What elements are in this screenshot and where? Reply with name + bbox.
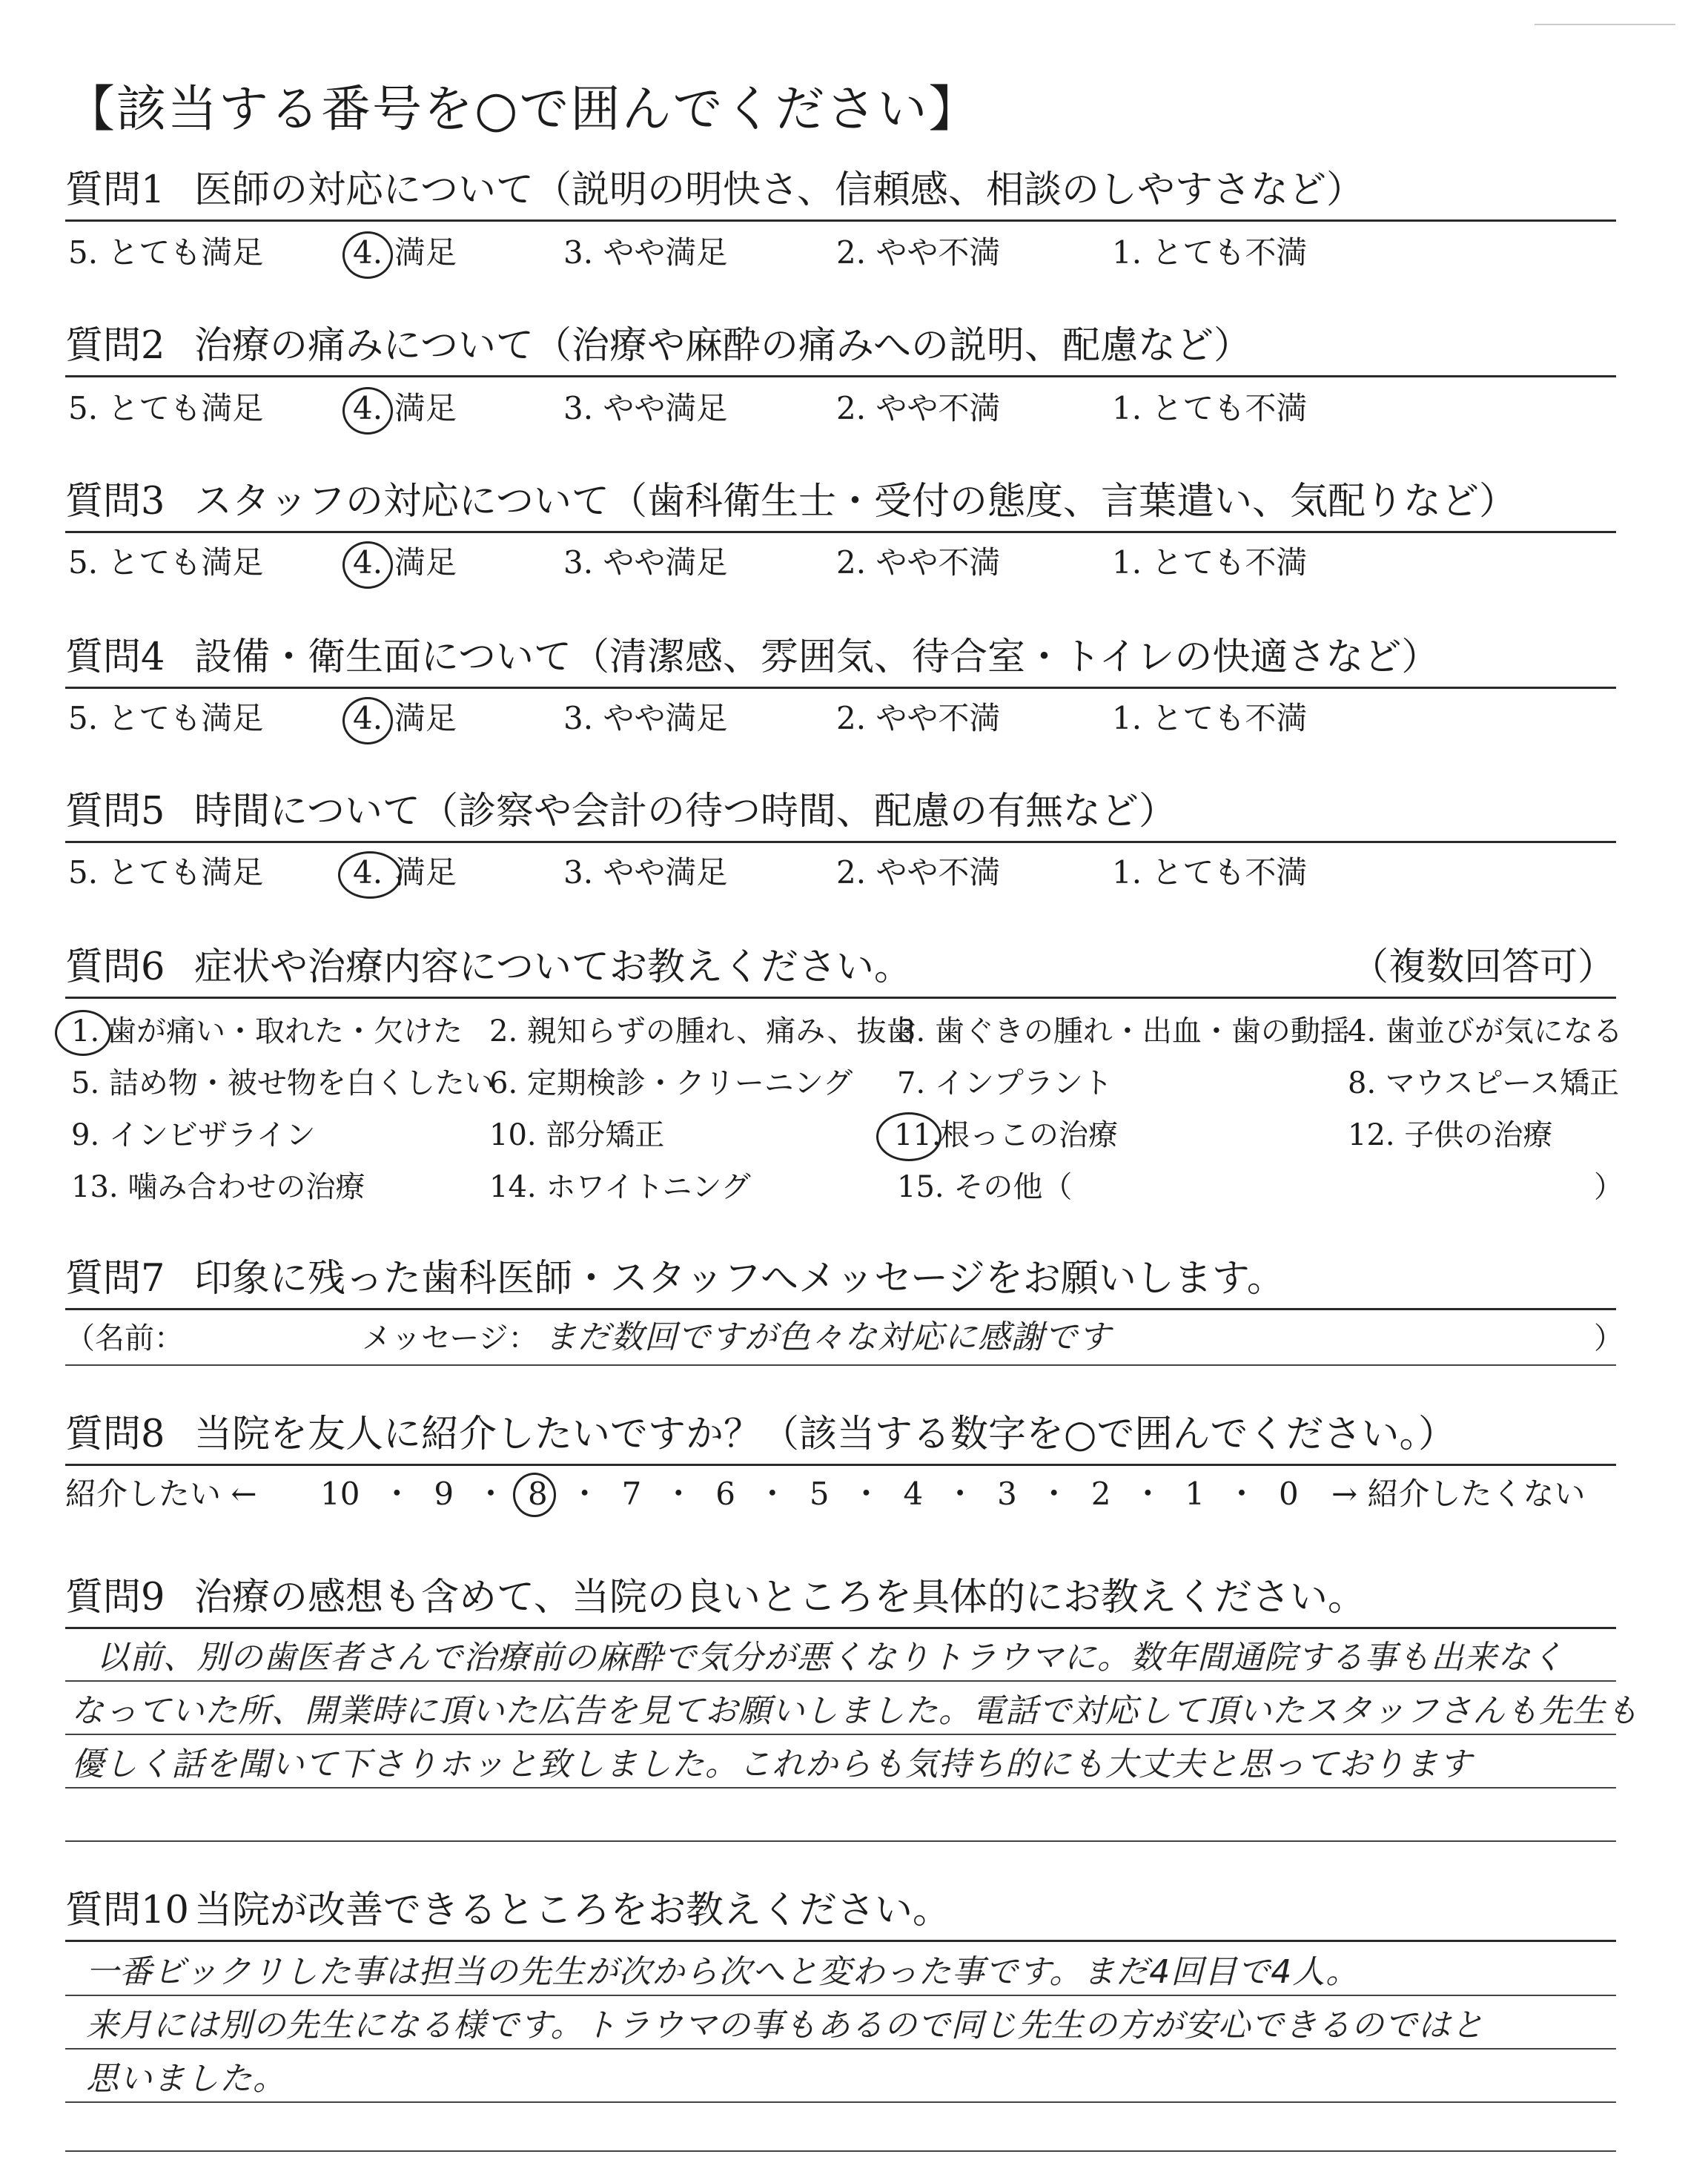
- q5-selected-circle: [338, 851, 402, 899]
- q8-scale-dot: ・: [475, 1476, 507, 1512]
- q10-answer-line-3[interactable]: 思いました。: [86, 2060, 286, 2098]
- q4-option-5[interactable]: 5. とても満足: [68, 700, 264, 736]
- q6-item-8[interactable]: 8. マウスピース矯正: [1348, 1066, 1620, 1100]
- question-7-rule: [65, 1308, 1616, 1310]
- q3-option-3[interactable]: 3. やや満足: [563, 544, 728, 581]
- q6-item-3[interactable]: 3. 歯ぐきの腫れ・出血・歯の動揺: [897, 1014, 1350, 1048]
- q8-right-label: → 紹介したくない: [1331, 1476, 1586, 1512]
- q10-answer-line-1[interactable]: 一番ビックリした事は担当の先生が次から次へと変わった事です。まだ4回目で4人。: [86, 1953, 1360, 1991]
- question-8-text: 当院を友人に紹介したいですか？（該当する数字を○で囲んでください。）: [194, 1413, 1457, 1456]
- question-3-text: スタッフの対応について（歯科衛生士・受付の態度、言葉遣い、気配りなど）: [194, 480, 1517, 524]
- q10-answer-rule-4: [65, 2150, 1616, 2152]
- q4-option-2[interactable]: 2. やや不満: [836, 700, 1001, 736]
- question-8-rule: [65, 1464, 1616, 1466]
- q8-scale-dot: ・: [381, 1476, 413, 1512]
- question-10-label: 質問10: [65, 1889, 189, 1932]
- question-1: [65, 168, 1622, 214]
- q8-scale-10[interactable]: 10: [320, 1476, 360, 1512]
- q1-option-4-number[interactable]: 4.: [353, 234, 383, 271]
- q3-option-2[interactable]: 2. やや不満: [836, 544, 1001, 581]
- question-5: [65, 789, 1622, 835]
- q8-scale: [320, 1476, 1299, 1513]
- scan-edge-line: [1535, 24, 1675, 25]
- q2-option-4-label[interactable]: 満足: [394, 390, 457, 426]
- q8-scale-9[interactable]: 9: [434, 1476, 454, 1512]
- q4-option-1[interactable]: 1. とても不満: [1112, 700, 1308, 736]
- question-5-text: 時間について（診察や会計の待つ時間、配慮の有無など）: [194, 790, 1176, 833]
- q10-answer-rule-2: [65, 2048, 1616, 2050]
- q10-answer-rule-1: [65, 1995, 1616, 1996]
- q9-answer-line-3[interactable]: 優しく話を聞いて下さりホッと致しました。これからも気持ち的にも大丈夫と思っております: [71, 1745, 1472, 1783]
- q1-option-4-label[interactable]: 満足: [394, 234, 457, 271]
- q8-scale-4[interactable]: 4: [903, 1476, 924, 1512]
- q8-left-label: 紹介したい ←: [65, 1476, 257, 1512]
- question-10: [65, 1888, 1622, 1934]
- q1-option-2[interactable]: 2. やや不満: [836, 234, 1001, 271]
- question-7-text: 印象に残った歯科医師・スタッフへメッセージをお願いします。: [194, 1257, 1285, 1301]
- question-6-text: 症状や治療内容についてお教えください。: [194, 945, 912, 989]
- q8-scale-1[interactable]: 1: [1185, 1476, 1205, 1512]
- question-6-note: （複数回答可）: [1351, 945, 1616, 989]
- q7-answer-rule: [65, 1364, 1616, 1366]
- question-10-rule: [65, 1940, 1616, 1942]
- question-6-label: 質問6: [65, 945, 165, 989]
- q6-item-11-label[interactable]: 根っこの治療: [940, 1118, 1118, 1152]
- q5-option-4-number[interactable]: 4.: [353, 854, 383, 891]
- q8-scale-dot: ・: [756, 1476, 788, 1512]
- q2-option-4-number[interactable]: 4.: [353, 390, 383, 426]
- question-4: [65, 635, 1622, 681]
- q8-selected-circle: [513, 1473, 556, 1517]
- question-7: [65, 1256, 1622, 1302]
- question-2-text: 治療の痛みについて（治療や麻酔の痛みへの説明、配慮など）: [194, 324, 1251, 368]
- q9-answer-rule-1: [65, 1680, 1616, 1682]
- q8-scale-3[interactable]: 3: [997, 1476, 1017, 1512]
- question-1-text: 医師の対応について（説明の明快さ、信頼感、相談のしやすさなど）: [194, 168, 1364, 212]
- q8-scale-0[interactable]: 0: [1278, 1476, 1299, 1512]
- question-3: [65, 479, 1622, 525]
- q4-option-3[interactable]: 3. やや満足: [563, 700, 728, 736]
- q3-option-1[interactable]: 1. とても不満: [1112, 544, 1308, 581]
- q6-item-14[interactable]: 14. ホワイトニング: [489, 1170, 751, 1204]
- q6-item-1-label[interactable]: 歯が痛い・取れた・欠けた: [107, 1014, 463, 1048]
- question-1-label: 質問1: [65, 168, 165, 212]
- q1-option-3[interactable]: 3. やや満足: [563, 234, 728, 271]
- q5-option-1[interactable]: 1. とても不満: [1112, 854, 1308, 891]
- q6-item-7[interactable]: 7. インプラント: [897, 1066, 1113, 1100]
- q7-message-handwritten[interactable]: まだ数回ですが色々な対応に感謝です: [544, 1318, 1111, 1356]
- q4-option-4-label[interactable]: 満足: [394, 700, 457, 736]
- q6-item-6[interactable]: 6. 定期検診・クリーニング: [489, 1066, 853, 1100]
- q1-selected-circle: [342, 231, 393, 279]
- q2-option-5[interactable]: 5. とても満足: [68, 390, 264, 426]
- q6-item-2[interactable]: 2. 親知らずの腫れ、痛み、抜歯: [489, 1014, 916, 1048]
- question-4-label: 質問4: [65, 635, 165, 679]
- question-4-text: 設備・衛生面について（清潔感、雰囲気、待合室・トイレの快適さなど）: [194, 635, 1440, 679]
- q8-scale-dot: ・: [1132, 1476, 1164, 1512]
- question-8: [65, 1412, 1622, 1458]
- question-9-rule: [65, 1627, 1616, 1629]
- q10-answer-line-2[interactable]: 来月には別の先生になる様です。トラウマの事もあるので同じ先生の方が安心できるのではと: [86, 2007, 1485, 2044]
- q3-selected-circle: [342, 541, 393, 589]
- q6-item-1-number[interactable]: 1.: [71, 1014, 100, 1048]
- q8-scale-2[interactable]: 2: [1090, 1476, 1111, 1512]
- q9-answer-rule-2: [65, 1734, 1616, 1735]
- q5-option-5[interactable]: 5. とても満足: [68, 854, 264, 891]
- q6-item-15-close: ）: [1594, 1170, 1623, 1204]
- question-8-label: 質問8: [65, 1413, 165, 1456]
- q7-close: ）: [1594, 1321, 1623, 1355]
- q4-selected-circle: [342, 697, 393, 744]
- q8-scale-dot: ・: [850, 1476, 882, 1512]
- question-10-text: 当院が改善できるところをお教えください。: [194, 1889, 951, 1932]
- question-9-text: 治療の感想も含めて、当院の良いところを具体的にお教えください。: [194, 1576, 1366, 1619]
- question-9-label: 質問9: [65, 1576, 165, 1619]
- q8-scale-8[interactable]: 8: [527, 1476, 548, 1512]
- q7-message-label: メッセージ：: [362, 1321, 538, 1355]
- q8-scale-dot: ・: [1038, 1476, 1070, 1512]
- q5-option-4-label[interactable]: 満足: [394, 854, 457, 891]
- q1-option-5[interactable]: 5. とても満足: [68, 234, 264, 271]
- question-3-rule: [65, 531, 1616, 533]
- question-7-label: 質問7: [65, 1257, 165, 1301]
- question-5-label: 質問5: [65, 790, 165, 833]
- question-2-rule: [65, 375, 1616, 377]
- q9-answer-line-1[interactable]: 以前、別の歯医者さんで治療前の麻酔で気分が悪くなりトラウマに。数年間通院する事も出来なく: [96, 1639, 1564, 1677]
- question-6-rule: [65, 997, 1616, 999]
- question-2-label: 質問2: [65, 324, 165, 368]
- q9-answer-rule-4: [65, 1840, 1616, 1842]
- q8-scale-dot: ・: [1226, 1476, 1258, 1512]
- q5-option-3[interactable]: 3. やや満足: [563, 854, 728, 891]
- q6-item-12[interactable]: 12. 子供の治療: [1348, 1118, 1553, 1152]
- q6-item-13[interactable]: 13. 噛み合わせの治療: [71, 1170, 365, 1204]
- q8-scale-7[interactable]: 7: [621, 1476, 642, 1512]
- q6-item-9[interactable]: 9. インビザライン: [71, 1118, 316, 1152]
- q6-item-15[interactable]: 15. その他（: [897, 1170, 1073, 1204]
- question-3-label: 質問3: [65, 480, 165, 524]
- question-9: [65, 1575, 1622, 1621]
- q6-item-4[interactable]: 4. 歯並びが気になる: [1348, 1014, 1623, 1048]
- q8-scale-dot: ・: [663, 1476, 695, 1512]
- q6-item-5[interactable]: 5. 詰め物・被せ物を白くしたい: [71, 1066, 494, 1100]
- q8-scale-dot: ・: [944, 1476, 976, 1512]
- q3-option-5[interactable]: 5. とても満足: [68, 544, 264, 581]
- q6-item-11-number[interactable]: 11.: [894, 1118, 941, 1152]
- q2-option-2[interactable]: 2. やや不満: [836, 390, 1001, 426]
- q9-answer-line-2[interactable]: なっていた所、開業時に頂いた広告を見てお願いしました。電話で対応して頂いたスタッフさんも先生も: [71, 1692, 1639, 1730]
- question-1-rule: [65, 219, 1616, 222]
- q10-answer-rule-3: [65, 2101, 1616, 2103]
- q8-scale-6[interactable]: 6: [715, 1476, 735, 1512]
- question-4-rule: [65, 687, 1616, 689]
- q2-option-3[interactable]: 3. やや満足: [563, 390, 728, 426]
- q6-item-10[interactable]: 10. 部分矯正: [489, 1118, 665, 1152]
- q3-option-4-label[interactable]: 満足: [394, 544, 457, 581]
- q8-scale-5[interactable]: 5: [809, 1476, 830, 1512]
- question-5-rule: [65, 841, 1616, 843]
- question-2: [65, 323, 1622, 369]
- q4-option-4-number[interactable]: 4.: [353, 700, 383, 736]
- q3-option-4-number[interactable]: 4.: [353, 544, 383, 581]
- q2-selected-circle: [342, 387, 393, 435]
- q9-answer-rule-3: [65, 1787, 1616, 1789]
- q7-name-label: （名前：: [65, 1321, 184, 1355]
- q2-option-1[interactable]: 1. とても不満: [1112, 390, 1308, 426]
- q8-scale-dot: ・: [569, 1476, 600, 1512]
- q1-option-1[interactable]: 1. とても不満: [1112, 234, 1308, 271]
- survey-header: 【該当する番号を○で囲んでください】: [65, 80, 980, 138]
- q5-option-2[interactable]: 2. やや不満: [836, 854, 1001, 891]
